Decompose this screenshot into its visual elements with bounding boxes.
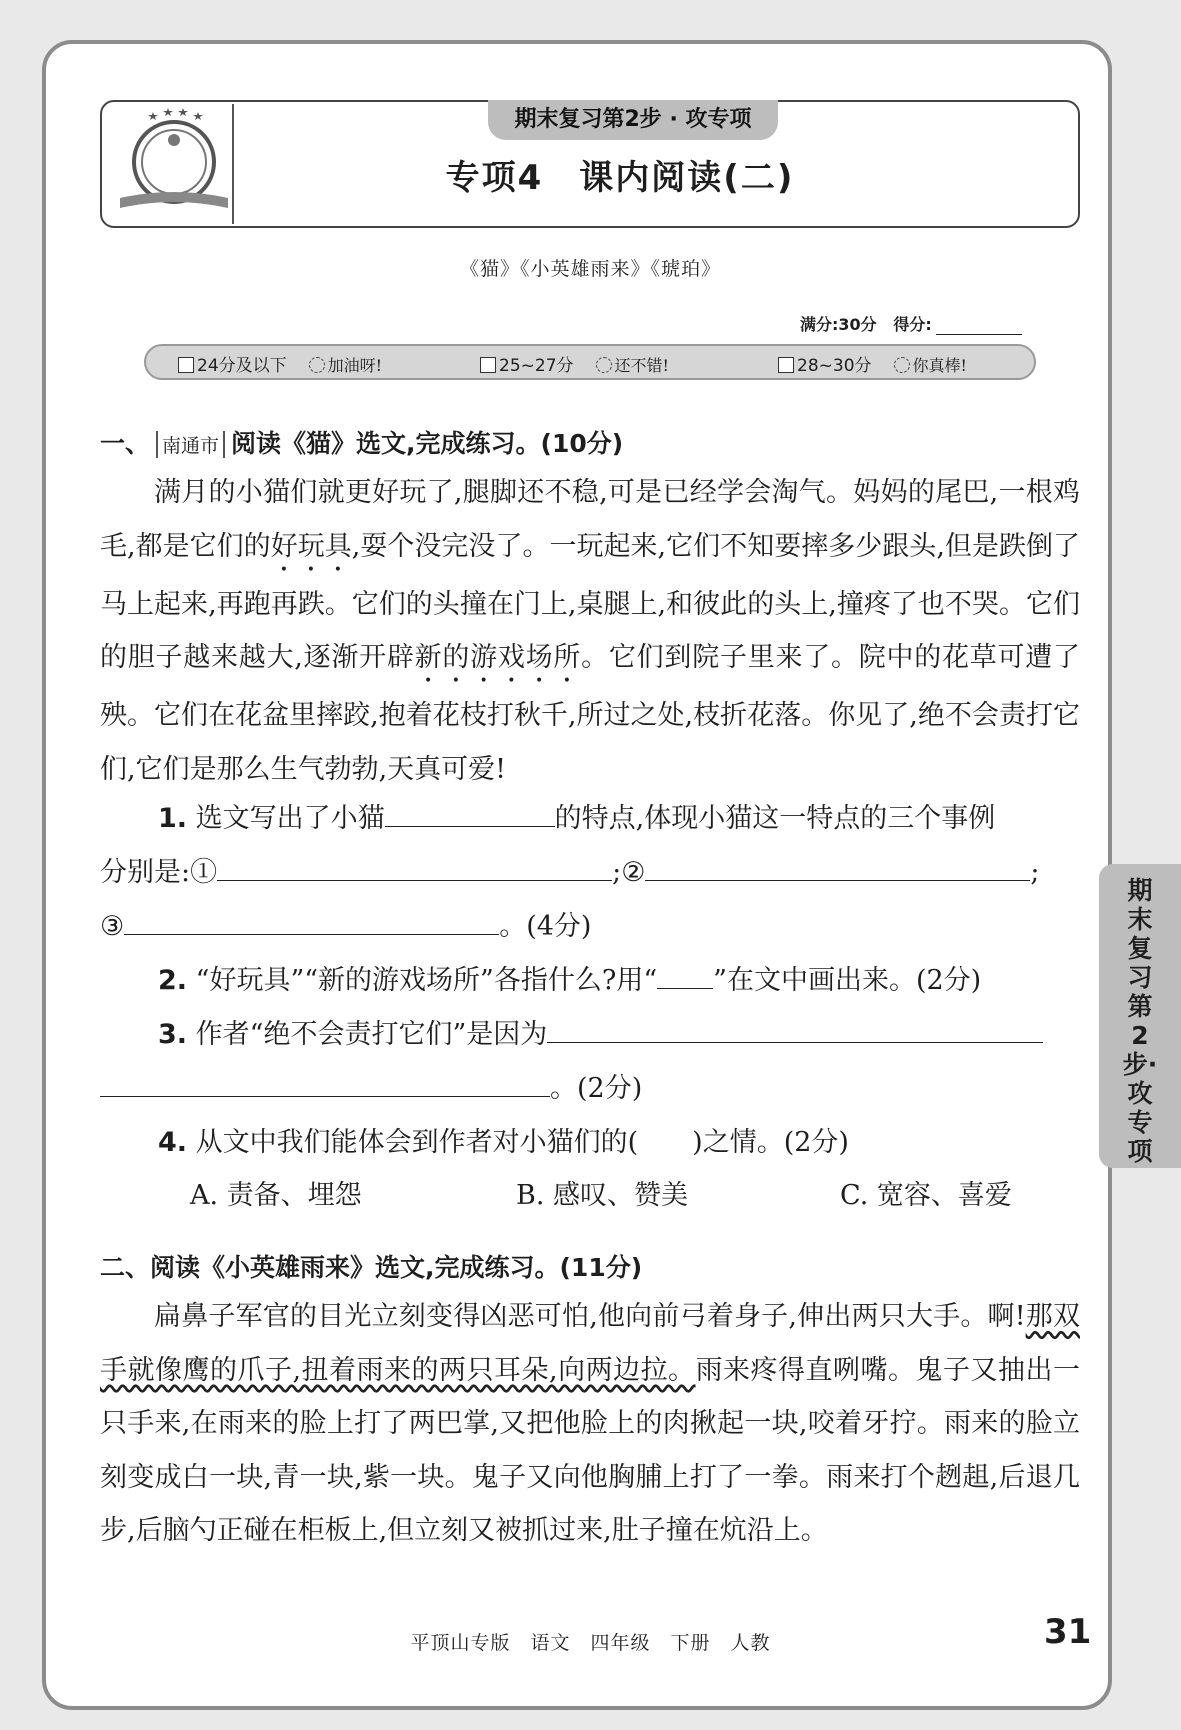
dotted-phrase: 好玩具: [270, 530, 352, 562]
rating-3: 28~30分 你真棒!: [778, 351, 967, 376]
wavy-underlined-sentence: 那双手就像鹰的爪子,扭着雨来的两只耳朵,向两边拉。: [100, 1301, 1081, 1386]
region-tag: 南通市: [156, 431, 225, 458]
dotted-phrase: 新的游戏场所: [414, 642, 582, 673]
question-1-line3: ③ 。(4分): [100, 904, 591, 943]
answer-blank[interactable]: [100, 1066, 550, 1097]
section1-heading: 一、 南通市 阅读《猫》选文,完成练习。(10分): [100, 429, 624, 458]
rating-2: 25~27分 还不错!: [480, 351, 669, 376]
rating-1: 24分及以下 加油呀!: [178, 351, 382, 376]
side-tab-label: 期末复习第2步·攻专项: [1122, 876, 1158, 1166]
answer-blank[interactable]: [547, 1012, 1043, 1043]
answer-blank[interactable]: [124, 904, 499, 935]
smiley-icon: [894, 357, 910, 373]
page-number: 31: [1044, 1612, 1092, 1652]
option-c[interactable]: C. 宽容、喜爱: [840, 1180, 1012, 1211]
text-list: 《猫》《小英雄雨来》《琥珀》: [459, 258, 721, 280]
answer-blank[interactable]: [645, 850, 1030, 881]
footer: 平顶山专版 语文 四年级 下册 人教: [410, 1632, 771, 1654]
answer-blank[interactable]: [217, 850, 612, 881]
logo-divider: [232, 104, 234, 224]
question-4: 4. 从文中我们能体会到作者对小猫们的( )之情。(2分): [158, 1127, 849, 1158]
step-tab: 期末复习第2步 · 攻专项: [488, 100, 778, 140]
checkbox[interactable]: [480, 357, 496, 373]
option-b[interactable]: B. 感叹、赞美: [516, 1180, 689, 1211]
question-3-line2: 。(2分): [100, 1066, 642, 1105]
score-line: [800, 312, 1022, 335]
rating-bar: [144, 344, 1036, 380]
line-sample: [657, 958, 713, 989]
page-title: 专项4 课内阅读(二): [445, 158, 795, 198]
section2-heading: 二、阅读《小英雄雨来》选文,完成练习。(11分): [100, 1253, 643, 1282]
section2-passage: 扁鼻子军官的目光立刻变得凶恶可怕,他向前弓着身子,伸出两只大手。啊!那双手就像鹰的爪子,扭着雨来的两只耳朵,向两边拉。雨来疼得直咧嘴。鬼子又抽出一只手来,在雨来的脸上打了两巴掌,又把他脸上的肉揪起一块,咬着牙拧。雨来的脸立刻变成白一块,青一块,紫一块。鬼子又向他胸脯上打了一拳。雨来打个趔趄,后退几步,后脑勺正碰在柜板上,但立刻又被抓过来,肚子撞在炕沿上。: [100, 1301, 1081, 1546]
option-a[interactable]: A. 责备、埋怨: [190, 1180, 362, 1211]
question-1: 1. 选文写出了小猫 的特点,体现小猫这一特点的三个事例: [158, 796, 995, 835]
answer-blank[interactable]: [385, 796, 555, 827]
publisher-logo: [110, 106, 230, 218]
checkbox[interactable]: [778, 357, 794, 373]
section1-passage: 满月的小猫们就更好玩了,腿脚还不稳,可是已经学会淘气。妈妈的尾巴,一根鸡毛,都是它们的好玩具,耍个没完没了。一玩起来,它们不知要摔多少跟头,但是跌倒了马上起来,再跑再跌。它们的头撞在门上,桌腿上,和彼此的头上,撞疼了也不哭。它们的胆子越来越大,逐渐开辟新的游戏场所。它们到院子里来了。院中的花草可遭了殃。它们在花盆里摔跤,抱着花枝打秋千,所过之处,枝折花落。你见了,绝不会责打它们,它们是那么生气勃勃,天真可爱!: [100, 477, 1080, 785]
question-3: 3. 作者“绝不会责打它们”是因为: [158, 1012, 1043, 1051]
question-2: 2. “好玩具”“新的游戏场所”各指什么?用“ ”在文中画出来。(2分): [158, 958, 981, 997]
full-score: 满分:30分: [800, 315, 877, 334]
smiley-icon: [309, 357, 325, 373]
checkbox[interactable]: [178, 357, 194, 373]
smiley-icon: [596, 357, 612, 373]
score-blank[interactable]: [936, 334, 1022, 335]
question-1-line2: 分别是:① ;② ;: [100, 850, 1040, 889]
score-got-label: 得分:: [893, 315, 932, 334]
